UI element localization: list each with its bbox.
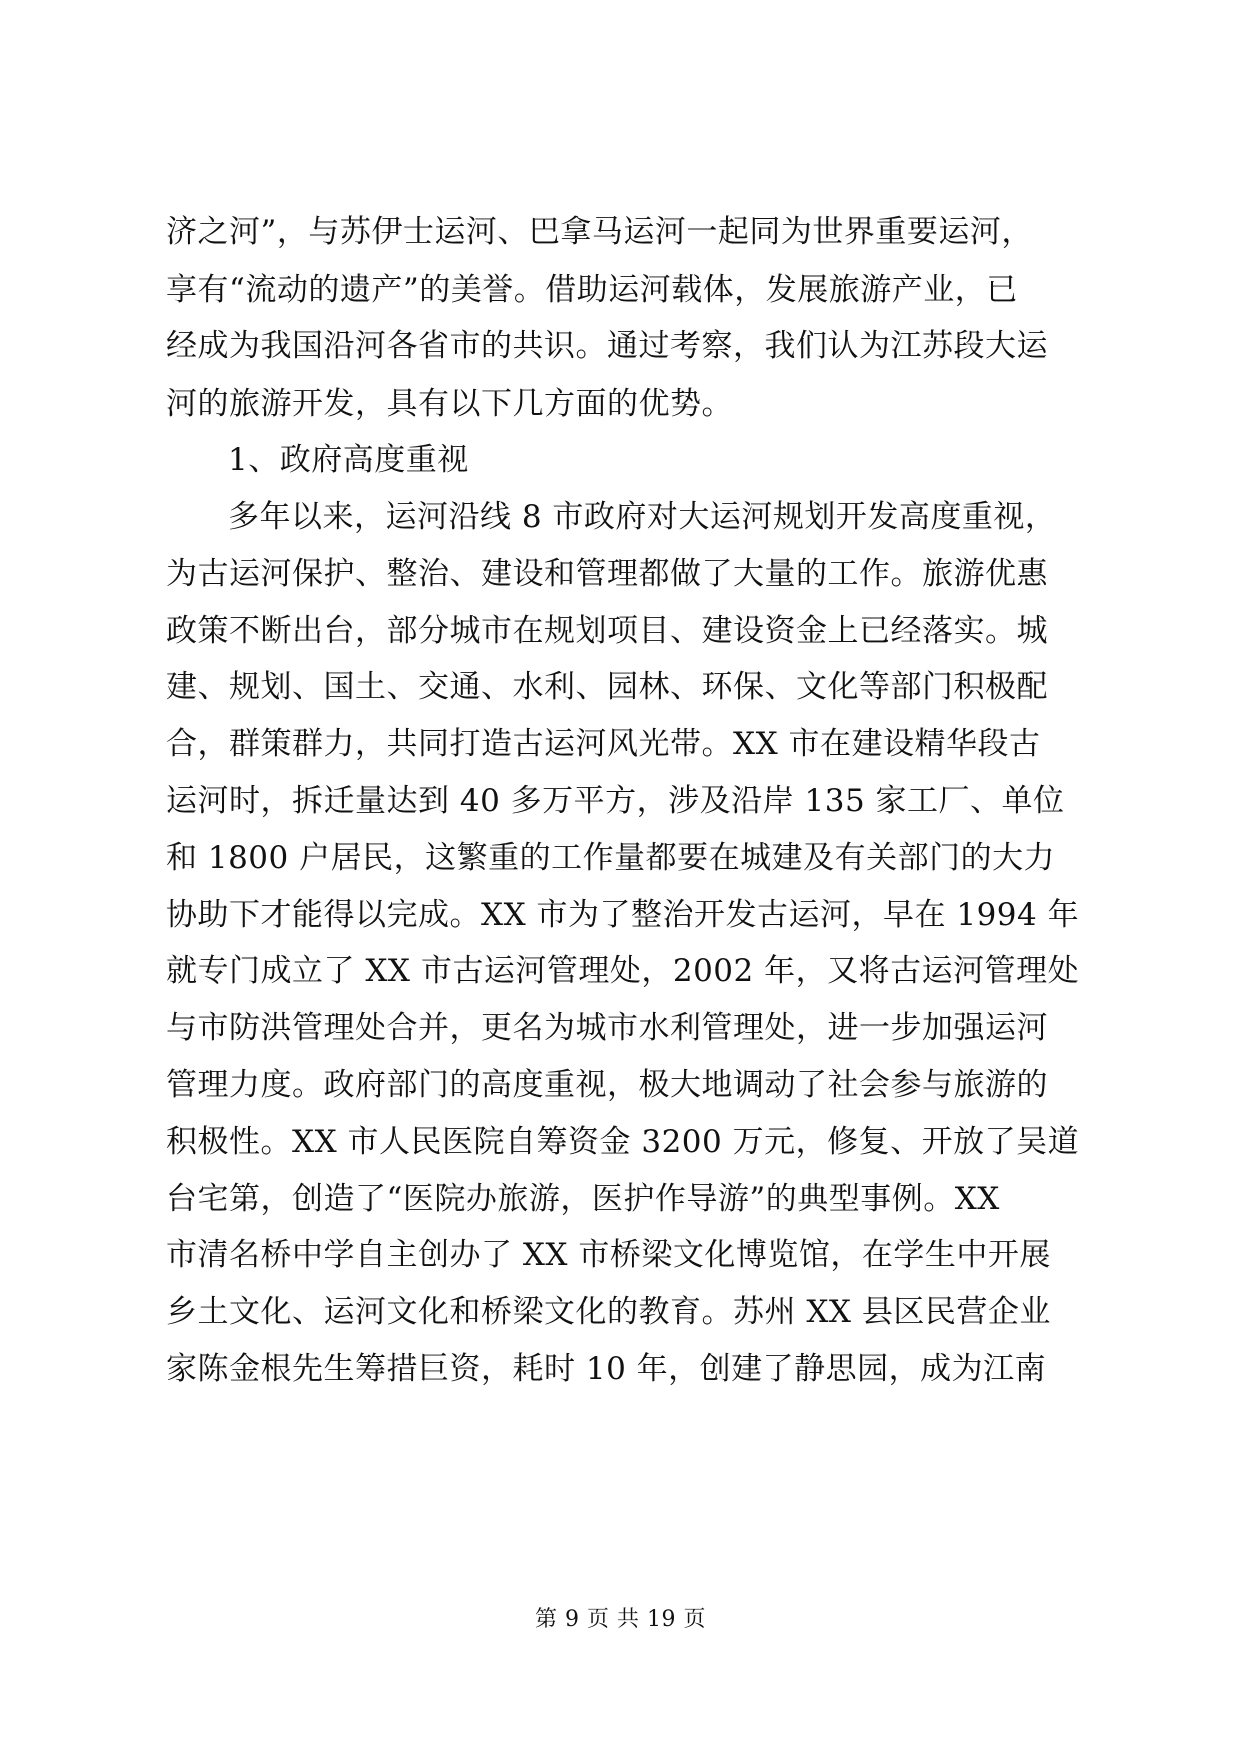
body-line: 济之河”，与苏伊士运河、巴拿马运河一起同为世界重要运河， xyxy=(166,214,1033,250)
body-line: 政策不断出台，部分城市在规划项目、建设资金上已经落实。城 xyxy=(166,613,1048,649)
body-line: 台宅第，创造了“医院办旅游，医护作导游”的典型事例。XX xyxy=(166,1181,1000,1217)
page-number-footer: 第 9 页 共 19 页 xyxy=(535,1607,706,1632)
body-line: 就专门成立了 XX 市古运河管理处，2002 年，又将古运河管理处 xyxy=(166,953,1080,989)
body-line: 乡土文化、运河文化和桥梁文化的教育。苏州 XX 县区民营企业 xyxy=(166,1294,1051,1330)
body-line: 管理力度。政府部门的高度重视，极大地调动了社会参与旅游的 xyxy=(166,1067,1048,1103)
body-line: 和 1800 户居民，这繁重的工作量都要在城建及有关部门的大力 xyxy=(166,840,1056,876)
body-line: 建、规划、国土、交通、水利、园林、环保、文化等部门积极配 xyxy=(166,669,1048,705)
body-line: 经成为我国沿河各省市的共识。通过考察，我们认为江苏段大运 xyxy=(166,328,1048,364)
body-line: 为古运河保护、整治、建设和管理都做了大量的工作。旅游优惠 xyxy=(166,556,1048,592)
body-line: 多年以来，运河沿线 8 市政府对大运河规划开发高度重视， xyxy=(228,499,1057,535)
body-line: 享有“流动的遗产”的美誉。借助运河载体，发展旅游产业，已 xyxy=(166,272,1018,308)
body-line: 合，群策群力，共同打造古运河风光带。XX 市在建设精华段古 xyxy=(166,726,1041,762)
body-line: 运河时，拆迁量达到 40 多万平方，涉及沿岸 135 家工厂、单位 xyxy=(166,783,1065,819)
body-line: 协助下才能得以完成。XX 市为了整治开发古运河，早在 1994 年 xyxy=(166,897,1080,933)
body-line: 家陈金根先生筹措巨资，耗时 10 年，创建了静思园，成为江南 xyxy=(166,1351,1047,1387)
body-line: 与市防洪管理处合并，更名为城市水利管理处，进一步加强运河 xyxy=(166,1010,1048,1046)
body-line: 河的旅游开发，具有以下几方面的优势。 xyxy=(166,386,733,422)
section-heading: 1、政府高度重视 xyxy=(228,442,469,478)
body-line: 积极性。XX 市人民医院自筹资金 3200 万元，修复、开放了吴道 xyxy=(166,1124,1080,1160)
body-line: 市清名桥中学自主创办了 XX 市桥梁文化博览馆，在学生中开展 xyxy=(166,1237,1051,1273)
